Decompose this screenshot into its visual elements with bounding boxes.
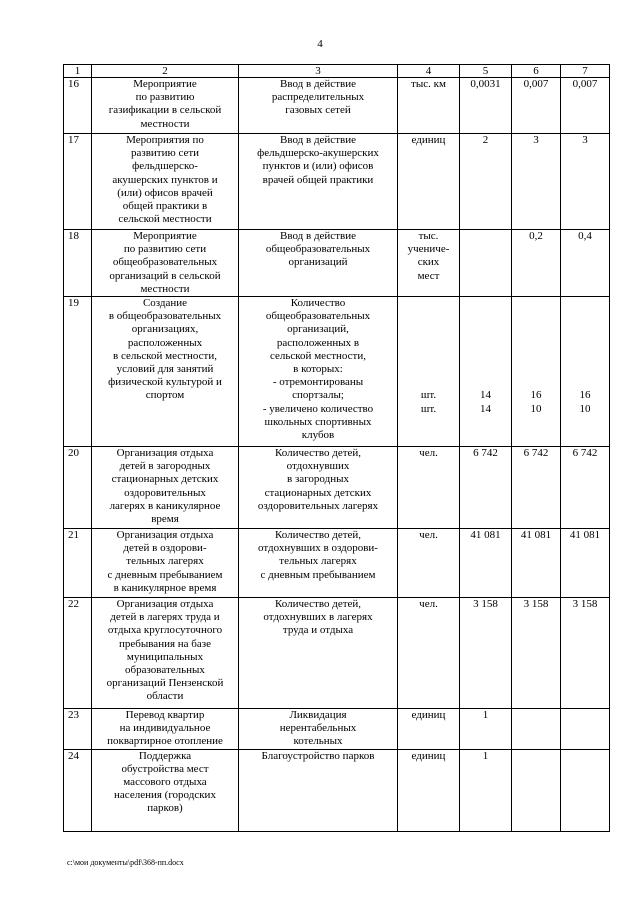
unit-cell <box>398 529 460 598</box>
indicator-cell <box>239 230 398 297</box>
cell-line: Количество детей, <box>274 529 362 542</box>
cell-line: тыс. км <box>411 78 446 90</box>
cell-line: тельных лагерях <box>126 555 204 568</box>
cell-line: расположенных в <box>276 336 360 349</box>
cell-line: детей в загородных <box>119 460 211 473</box>
cell-line: массового отдыха <box>123 776 207 789</box>
unit-cell <box>398 749 460 831</box>
cell-line: фельдшерско-акушерских <box>257 147 379 160</box>
header-cell: 3 <box>239 65 398 78</box>
cell-line: развитию сети <box>130 147 200 160</box>
value-cell-5 <box>460 230 512 297</box>
cell-line: на индивидуальное <box>119 722 211 735</box>
indicator-cell <box>239 709 398 750</box>
value-cell-5 <box>460 598 512 709</box>
cell-line: 3 158 <box>523 598 549 611</box>
cell-line: с дневным пребыванием <box>107 568 223 581</box>
cell-line: чел. <box>419 447 438 460</box>
cell-line: организаций, <box>287 323 349 336</box>
event-cell <box>92 297 239 447</box>
row-number-cell <box>64 529 92 598</box>
unit-cell <box>398 134 460 230</box>
cell-line: расположенных <box>127 336 203 349</box>
cell-line: спортзалы; <box>292 389 344 402</box>
cell-line: общеобразовательных <box>265 243 371 256</box>
value-cell-6 <box>512 230 561 297</box>
cell-line: оздоровительных <box>124 486 206 499</box>
event-cell <box>92 709 239 750</box>
cell-line: организаций Пензенской <box>106 677 224 690</box>
cell-line: акушерских пунктов и <box>112 173 218 186</box>
indicator-cell <box>239 297 398 447</box>
value-cell-6 <box>512 709 561 750</box>
cell-line: муниципальных <box>126 650 204 663</box>
cell-line: единиц <box>411 134 446 146</box>
table-row <box>64 230 610 297</box>
cell-line: Перевод квартир <box>125 709 205 722</box>
cell-line: местности <box>140 117 190 130</box>
cell-line: котельных <box>293 735 343 748</box>
unit-cell <box>398 230 460 297</box>
cell-line: время <box>151 513 179 526</box>
cell-line: лагерях в каникулярное <box>109 499 221 512</box>
cell-line: мест <box>417 269 440 282</box>
cell-line: распределительных <box>271 91 365 104</box>
cell-line: поквартирное отопление <box>107 735 223 748</box>
row-number: 23 <box>68 709 79 722</box>
cell-line: Мероприятия по <box>126 134 204 146</box>
cell-line: 16 <box>579 389 591 402</box>
table-row <box>64 78 610 134</box>
cell-line: детей в лагерях труда и <box>110 611 220 624</box>
row-number: 24 <box>68 749 79 762</box>
cell-line: - отремонтированы <box>272 376 364 389</box>
row-number-cell <box>64 134 92 230</box>
cell-line: отдохнувших <box>286 460 350 473</box>
cell-line: Мероприятие <box>133 78 197 90</box>
value-cell-5 <box>460 134 512 230</box>
indicator-cell <box>239 749 398 831</box>
table-row <box>64 529 610 598</box>
cell-line: газовых сетей <box>285 104 351 117</box>
cell-line: фельдшерско- <box>132 160 198 173</box>
header-cell: 5 <box>460 65 512 78</box>
table-row <box>64 709 610 750</box>
cell-line: Ликвидация <box>289 709 347 722</box>
cell-line: 1 <box>482 709 489 722</box>
header-cell: 1 <box>64 65 92 78</box>
cell-line: Количество детей, <box>274 598 362 611</box>
cell-line: по развитию сети <box>123 243 207 256</box>
cell-line: отдыха круглосуточного <box>107 624 223 637</box>
event-cell <box>92 447 239 529</box>
cell-line: чел. <box>419 598 438 611</box>
header-cell: 7 <box>561 65 610 78</box>
row-number: 21 <box>68 529 79 542</box>
cell-line: чел. <box>419 529 438 542</box>
cell-line: 3 <box>582 134 588 146</box>
cell-line: учениче- <box>407 243 450 256</box>
cell-line: тыс. <box>418 230 439 242</box>
cell-line: газификации в сельской <box>108 104 222 117</box>
cell-line: отдохнувших в лагерях <box>263 611 373 624</box>
cell-line: (или) офисов врачей <box>117 186 213 199</box>
cell-line: 16 <box>530 389 542 402</box>
cell-line: 6 742 <box>572 447 598 460</box>
cell-line: Организация отдыха <box>116 447 214 460</box>
cell-line: ских <box>417 256 440 269</box>
cell-line: 41 081 <box>569 529 601 542</box>
cell-line: 0,2 <box>529 230 543 242</box>
indicator-cell <box>239 78 398 134</box>
cell-line: 0,007 <box>572 78 598 90</box>
row-number-cell <box>64 598 92 709</box>
cell-line: 14 <box>480 402 491 415</box>
row-number-cell <box>64 297 92 447</box>
data-table <box>63 64 610 832</box>
cell-line: 0,0031 <box>470 78 501 90</box>
unit-cell <box>398 297 460 447</box>
value-cell-7 <box>561 749 610 831</box>
cell-line: Мероприятие <box>133 230 197 242</box>
cell-line: парков) <box>147 802 183 815</box>
value-cell-7 <box>561 447 610 529</box>
value-cell-7 <box>561 297 610 447</box>
cell-line: общеобразовательных <box>112 256 218 269</box>
cell-line: 10 <box>530 402 542 415</box>
cell-line: общеобразовательных <box>265 310 371 323</box>
cell-line: в общеобразовательных <box>108 310 222 323</box>
cell-line: шт. <box>420 402 437 415</box>
value-cell-6 <box>512 447 561 529</box>
row-number: 18 <box>68 230 79 242</box>
cell-line: обустройства мест <box>121 762 209 775</box>
cell-line: 6 742 <box>473 447 498 460</box>
value-cell-6 <box>512 297 561 447</box>
cell-line: 3 <box>533 134 539 146</box>
file-path-footer: c:\мои документы\pdf\368-пп.docx <box>67 858 184 867</box>
cell-line: образовательных <box>125 664 205 677</box>
event-cell <box>92 749 239 831</box>
event-cell <box>92 598 239 709</box>
value-cell-6 <box>512 529 561 598</box>
indicator-cell <box>239 529 398 598</box>
cell-line: Ввод в действие <box>280 230 356 242</box>
value-cell-7 <box>561 78 610 134</box>
value-cell-5 <box>460 749 512 831</box>
value-cell-7 <box>561 709 610 750</box>
event-cell <box>92 230 239 297</box>
row-number: 19 <box>68 297 79 310</box>
cell-line: с дневным пребыванием <box>260 568 376 581</box>
cell-line: в каникулярное время <box>113 581 217 594</box>
cell-line: спортом <box>145 389 185 402</box>
value-cell-6 <box>512 78 561 134</box>
cell-line: отдохнувших в оздорови- <box>258 542 378 555</box>
cell-line: Количество детей, <box>274 447 362 460</box>
cell-line: стационарных детских <box>264 486 372 499</box>
cell-line: в сельской местности, <box>113 349 217 362</box>
cell-line: пребывания на базе <box>119 637 211 650</box>
page-number: 4 <box>317 38 323 50</box>
cell-line: Благоустройство парков <box>261 749 375 762</box>
row-number: 20 <box>68 447 79 460</box>
value-cell-5 <box>460 78 512 134</box>
cell-line: сельской местности, <box>269 349 366 362</box>
cell-line: 41 081 <box>470 529 501 542</box>
cell-line: стационарных детских <box>111 473 219 486</box>
cell-line: Организация отдыха <box>116 598 214 611</box>
cell-line: 10 <box>579 402 591 415</box>
cell-line: Ввод в действие <box>280 134 356 146</box>
value-cell-6 <box>512 134 561 230</box>
table-header-row <box>64 65 610 78</box>
indicator-cell <box>239 598 398 709</box>
table-row <box>64 598 610 709</box>
cell-line: труда и отдыха <box>282 624 354 637</box>
row-number-cell <box>64 447 92 529</box>
cell-line: общей практики в <box>122 200 208 213</box>
cell-line: 2 <box>482 134 489 146</box>
table-row <box>64 749 610 831</box>
cell-line: местности <box>140 282 190 295</box>
row-number-cell <box>64 749 92 831</box>
cell-line: 3 158 <box>572 598 598 611</box>
header-cell: 4 <box>398 65 460 78</box>
row-number: 17 <box>68 134 79 146</box>
table-row <box>64 297 610 447</box>
cell-line: врачей общей практики <box>262 173 374 186</box>
event-cell <box>92 134 239 230</box>
cell-line: физической культурой и <box>108 376 222 389</box>
value-cell-5 <box>460 447 512 529</box>
event-cell <box>92 529 239 598</box>
cell-line: организаций <box>288 256 348 269</box>
value-cell-6 <box>512 598 561 709</box>
cell-line: нерентабельных <box>279 722 357 735</box>
cell-line: детей в оздорови- <box>123 542 207 555</box>
table-row <box>64 447 610 529</box>
unit-cell <box>398 78 460 134</box>
row-number-cell <box>64 78 92 134</box>
cell-line: условий для занятий <box>116 363 214 376</box>
cell-line: шт. <box>420 389 437 402</box>
cell-line: 41 081 <box>520 529 552 542</box>
cell-line: единиц <box>411 749 446 762</box>
table-row <box>64 134 610 230</box>
cell-line: пунктов и (или) офисов <box>262 160 374 173</box>
value-cell-5 <box>460 297 512 447</box>
value-cell-7 <box>561 598 610 709</box>
cell-line: - увеличено количество <box>262 402 374 415</box>
cell-line: сельской местности <box>118 213 212 226</box>
row-number-cell <box>64 709 92 750</box>
cell-line: организаций в сельской <box>109 269 221 282</box>
value-cell-7 <box>561 529 610 598</box>
cell-line: в которых: <box>293 363 343 376</box>
cell-line: Создание <box>142 297 188 310</box>
value-cell-5 <box>460 529 512 598</box>
indicator-cell <box>239 134 398 230</box>
value-cell-7 <box>561 134 610 230</box>
row-number: 16 <box>68 78 79 90</box>
cell-line: школьных спортивных <box>264 415 372 428</box>
value-cell-7 <box>561 230 610 297</box>
indicator-cell <box>239 447 398 529</box>
cell-line: Ввод в действие <box>280 78 356 90</box>
cell-line: 3 158 <box>473 598 498 611</box>
cell-line: Количество <box>290 297 346 310</box>
cell-line: в загородных <box>287 473 349 486</box>
cell-line: тельных лагерях <box>279 555 357 568</box>
value-cell-6 <box>512 749 561 831</box>
value-cell-5 <box>460 709 512 750</box>
cell-line: 6 742 <box>523 447 549 460</box>
cell-line: 1 <box>482 749 489 762</box>
cell-line: 0,4 <box>578 230 592 242</box>
cell-line: единиц <box>411 709 446 722</box>
unit-cell <box>398 598 460 709</box>
row-number: 22 <box>68 598 79 611</box>
cell-line: области <box>146 690 184 703</box>
cell-line: 0,007 <box>523 78 549 90</box>
row-number-cell <box>64 230 92 297</box>
unit-cell <box>398 709 460 750</box>
cell-line: клубов <box>301 429 335 442</box>
cell-line: Организация отдыха <box>116 529 214 542</box>
cell-line: Поддержка <box>138 749 192 762</box>
unit-cell <box>398 447 460 529</box>
cell-line: организациях, <box>131 323 199 336</box>
header-cell: 2 <box>92 65 239 78</box>
cell-line: оздоровительных лагерях <box>257 499 379 512</box>
event-cell <box>92 78 239 134</box>
header-cell: 6 <box>512 65 561 78</box>
cell-line: населения (городских <box>114 789 216 802</box>
cell-line: 14 <box>480 389 491 402</box>
cell-line: по развитию <box>135 91 195 104</box>
